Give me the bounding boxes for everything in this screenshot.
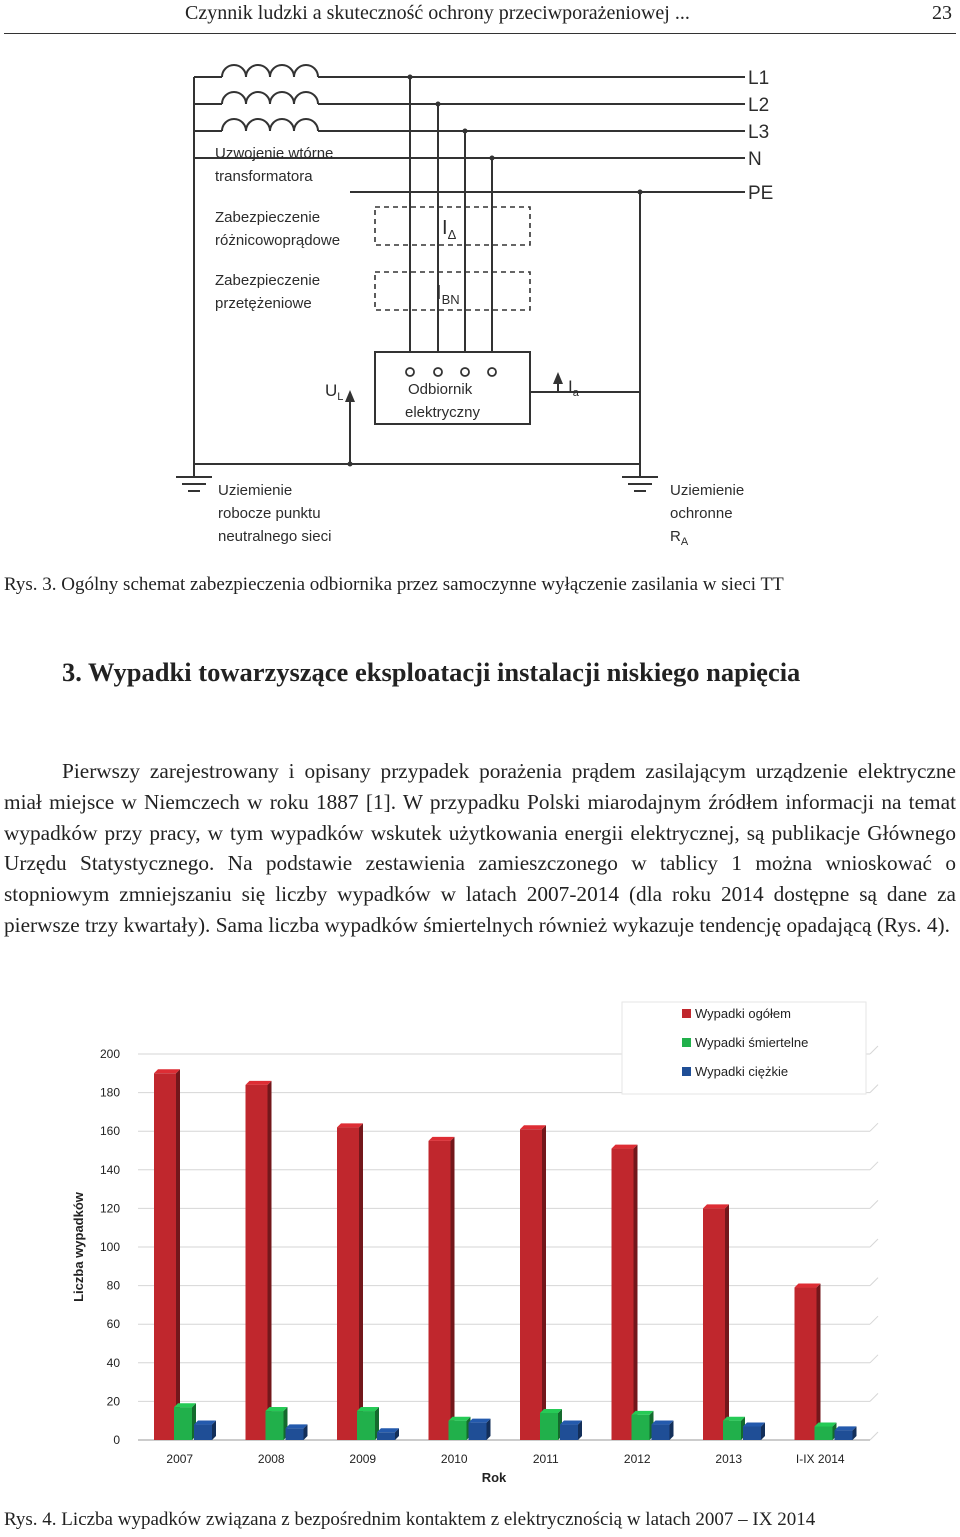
- gridline-depth: [870, 1393, 878, 1401]
- coil-l2: [222, 92, 318, 104]
- legend-entry: Wypadki ciężkie: [695, 1064, 789, 1079]
- bar: [246, 1085, 268, 1440]
- ocp-label-line2: przetężeniowe: [215, 295, 312, 312]
- x-tick-label: 2009: [349, 1452, 377, 1466]
- label-l3: L3: [748, 122, 770, 143]
- y-tick-label: 140: [99, 1162, 120, 1177]
- bar: [560, 1425, 578, 1440]
- label-l1: L1: [748, 68, 770, 89]
- y-tick-label: 20: [106, 1394, 120, 1409]
- ground-right-line2: ochronne: [670, 505, 733, 522]
- ocp-label-line1: Zabezpieczenie: [215, 272, 321, 289]
- x-tick-label: I-IX 2014: [795, 1452, 845, 1466]
- bar: [377, 1432, 395, 1440]
- transformer-label-line2: transformatora: [215, 168, 313, 185]
- bar-side: [542, 1125, 546, 1440]
- legend-entry: Wypadki ogółem: [695, 1006, 791, 1021]
- label-n: N: [748, 149, 762, 170]
- bar-top: [612, 1145, 638, 1149]
- bar: [835, 1430, 853, 1440]
- bar: [723, 1421, 741, 1440]
- rcd-label-line2: różnicowoprądowe: [215, 232, 341, 249]
- bar: [540, 1413, 558, 1440]
- section-heading: 3. Wypadki towarzyszące eksploatacji instalacji niskiego napięcia: [62, 657, 801, 687]
- x-axis-ticks: [166, 1452, 845, 1466]
- ground-left-line1: Uziemienie: [218, 482, 293, 499]
- ia-symbol: $I_a$: [568, 377, 579, 399]
- gridline-depth: [870, 1200, 878, 1208]
- running-title: Czynnik ludzki a skuteczność ochrony przeciwporażeniowej ...: [185, 2, 690, 24]
- y-tick-label: 120: [99, 1201, 120, 1216]
- bar: [469, 1423, 487, 1440]
- y-tick-label: 180: [99, 1085, 120, 1100]
- bar: [266, 1411, 284, 1440]
- x-axis-label: Rok: [481, 1470, 507, 1485]
- ground-left-line3: neutralnego sieci: [218, 528, 332, 545]
- bar-top: [246, 1081, 272, 1085]
- gridline-depth: [870, 1046, 878, 1054]
- y-tick-label: 60: [106, 1317, 120, 1332]
- bar: [652, 1425, 670, 1440]
- bar: [174, 1407, 192, 1440]
- body-paragraph: Pierwszy zarejestrowany i opisany przypadek porażenia prądem zasilającym urządzenie elektryczne miał miejsce w Niemczech w roku 1887 [1]. W przypadku Polski miarodajnym źródłem informacji na temat wypadków przy pracy, w tym wypadków wskutek użytkowania energii elektrycznej, są publikacje Głównego Urzędu Statystycznego. Na podstawie zestawienia zamieszczonego w tablicy 1 można wnioskować o stopniowym zmniejszaniu się liczby wypadków w latach 2007-2014 (dla roku 2014 dostępne są dane za pierwsze trzy kwartały). Sama liczba wypadków śmiertelnych również wykazuje tendencję opadającą (Rys. 4).: [4, 759, 956, 937]
- ground-right-line1: Uziemienie: [670, 482, 745, 499]
- y-tick-label: 160: [99, 1124, 120, 1139]
- bar-top: [795, 1284, 821, 1288]
- y-tick-label: 40: [106, 1355, 120, 1370]
- header-rule: [4, 33, 956, 34]
- gridline-depth: [870, 1162, 878, 1170]
- load-label-line1: Odbiornik: [408, 381, 473, 398]
- bar: [429, 1141, 451, 1440]
- bar: [632, 1415, 650, 1440]
- bar-top: [337, 1123, 363, 1127]
- coil-l3: [222, 119, 318, 131]
- x-tick-label: 2010: [440, 1452, 468, 1466]
- tt-network-schematic: [160, 52, 800, 552]
- y-tick-label: 200: [99, 1047, 120, 1061]
- bar-side: [176, 1069, 180, 1440]
- x-tick-label: 2011: [532, 1452, 559, 1466]
- gridline-depth: [870, 1239, 878, 1247]
- conductor-labels: [748, 68, 773, 204]
- ground-symbol-left: [176, 477, 212, 491]
- coil-l1: [222, 65, 318, 77]
- bar: [337, 1127, 359, 1440]
- gridline-depth: [870, 1278, 878, 1286]
- x-tick-label: 2013: [715, 1452, 743, 1466]
- legend-swatch: [682, 1038, 691, 1047]
- bar-top: [703, 1204, 729, 1208]
- running-header: [0, 0, 960, 36]
- bar: [357, 1411, 375, 1440]
- x-tick-label: 2012: [623, 1452, 651, 1466]
- bar-top: [520, 1125, 546, 1129]
- load-label-line2: elektryczny: [405, 404, 481, 421]
- legend-entry: Wypadki śmiertelne: [695, 1035, 809, 1050]
- legend-swatch: [682, 1067, 691, 1076]
- figure-3-caption: Rys. 3. Ogólny schemat zabezpieczenia odbiornika przez samoczynne wyłączenie zasilania w sieci TT: [4, 574, 784, 595]
- bar: [194, 1425, 212, 1440]
- ground-right-line3: $R_A$: [670, 528, 689, 548]
- label-pe: PE: [748, 183, 774, 204]
- gridline-depth: [870, 1123, 878, 1131]
- y-tick-label: 100: [99, 1240, 120, 1254]
- ocp-symbol: $I_{BN}$: [436, 282, 460, 307]
- bar: [795, 1288, 817, 1440]
- bar-side: [451, 1137, 455, 1440]
- y-tick-label: 0: [113, 1433, 120, 1447]
- bar: [815, 1426, 833, 1440]
- bar: [520, 1129, 542, 1440]
- gridline-depth: [870, 1085, 878, 1093]
- bar-top: [154, 1069, 180, 1073]
- accidents-bar-chart: [70, 1000, 890, 1490]
- y-axis-ticks: [100, 1047, 120, 1447]
- bar: [703, 1208, 725, 1440]
- y-tick-label: 80: [106, 1278, 120, 1293]
- bar-side: [725, 1204, 729, 1440]
- ul-arrow: [345, 390, 355, 402]
- page-number: 23: [932, 2, 952, 24]
- chart-legend: [622, 1002, 866, 1094]
- gridline-depth: [870, 1316, 878, 1324]
- y-axis-label: Liczba wypadków: [71, 1192, 86, 1302]
- label-l2: L2: [748, 95, 770, 116]
- bar: [154, 1073, 176, 1440]
- bar-side: [268, 1081, 272, 1440]
- bar-side: [359, 1123, 363, 1440]
- gridline-depth: [870, 1355, 878, 1363]
- legend-swatch: [682, 1009, 691, 1018]
- x-tick-label: 2007: [166, 1452, 194, 1466]
- figure-4-caption: Rys. 4. Liczba wypadków związana z bezpośrednim kontaktem z elektrycznością w latach 2007 – IX 2014: [4, 1509, 816, 1530]
- bar-side: [634, 1145, 638, 1440]
- bar: [612, 1149, 634, 1440]
- ground-left-line2: robocze punktu: [218, 505, 321, 522]
- bar: [743, 1426, 761, 1440]
- x-tick-label: 2008: [257, 1452, 285, 1466]
- transformer-label-line1: Uzwojenie wtórne: [215, 145, 334, 162]
- rcd-symbol: $I_\Delta$: [442, 217, 457, 242]
- bar-top: [429, 1137, 455, 1141]
- ul-symbol: $U_L$: [325, 381, 344, 403]
- chart-bars: [154, 1069, 857, 1440]
- bar: [286, 1428, 304, 1440]
- bar-side: [817, 1284, 821, 1440]
- gridline-depth: [870, 1432, 878, 1440]
- rcd-label-line1: Zabezpieczenie: [215, 209, 321, 226]
- bar: [449, 1421, 467, 1440]
- ground-symbol-right: [622, 477, 658, 491]
